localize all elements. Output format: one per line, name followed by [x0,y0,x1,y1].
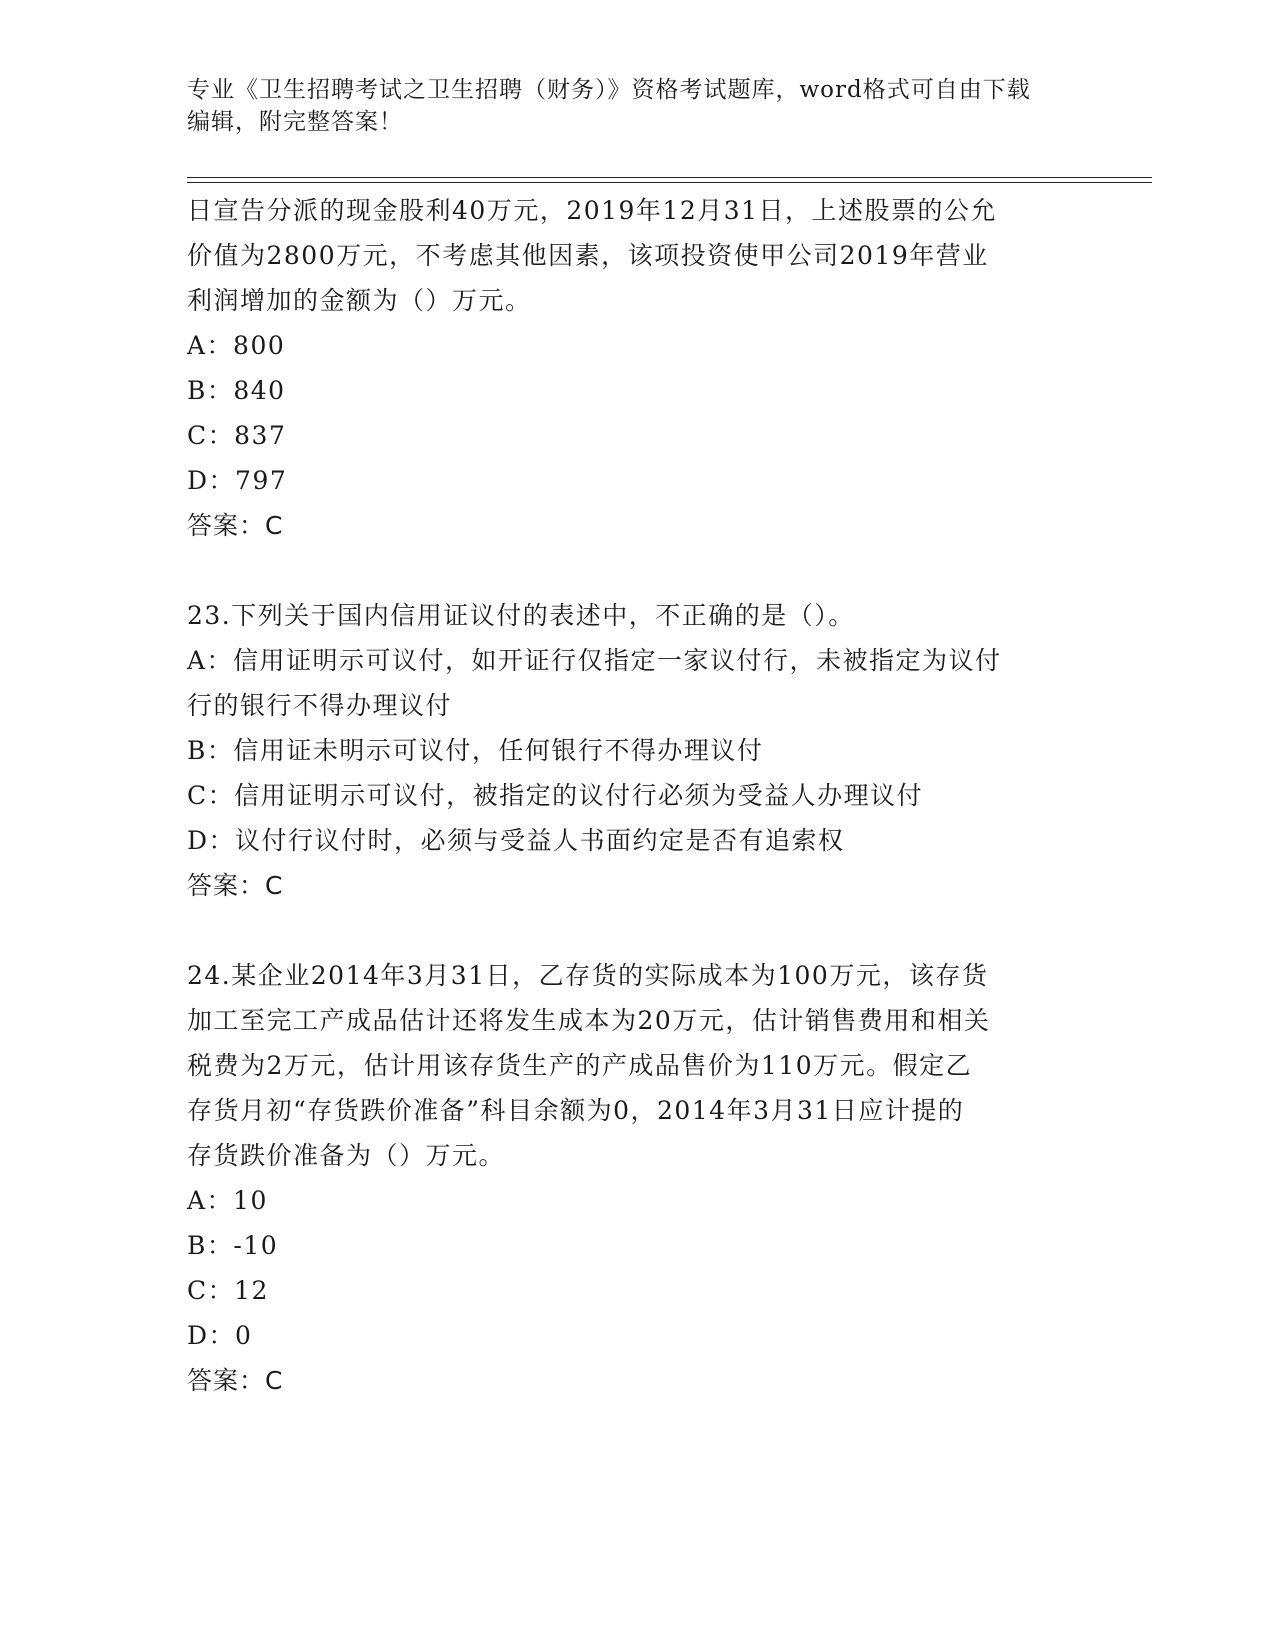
question-stem-line: 24.某企业2014年3月31日，乙存货的实际成本为100万元，该存货 [187,961,989,990]
document-header [187,74,1087,138]
option-c: C：12 [187,1276,269,1305]
header-line-1: 专业《卫生招聘考试之卫生招聘（财务）》资格考试题库，word格式可自由下载 [187,77,1031,103]
header-divider-bottom [187,182,1152,183]
question-23 [187,593,1087,908]
question-22 [187,188,1087,548]
option-b: B：信用证未明示可议付，任何银行不得办理议付 [187,736,764,765]
header-line-2: 编辑，附完整答案！ [187,109,403,135]
question-spacer [187,908,1087,953]
question-stem-line: 存货月初“存货跌价准备”科目余额为0，2014年3月31日应计提的 [187,1096,965,1125]
question-stem-line: 利润增加的金额为（）万元。 [187,286,532,315]
option-d: D：797 [187,466,288,495]
header-divider-top [187,177,1152,178]
question-stem-line: 存货跌价准备为（）万元。 [187,1141,506,1170]
option-b: B：840 [187,376,286,405]
question-24 [187,953,1087,1403]
option-c: C：信用证明示可议付，被指定的议付行必须为受益人办理议付 [187,781,924,810]
option-d: D：0 [187,1321,253,1350]
option-d: D：议付行议付时，必须与受益人书面约定是否有追索权 [187,826,845,855]
option-b: B：-10 [187,1231,279,1260]
question-stem-line: 日宣告分派的现金股利40万元，2019年12月31日，上述股票的公允 [187,196,998,225]
option-a: A：800 [187,331,286,360]
question-stem-line: 价值为2800万元，不考虑其他因素，该项投资使甲公司2019年营业 [187,241,989,270]
option-a: A：10 [187,1186,268,1215]
question-spacer [187,548,1087,593]
option-c: C：837 [187,421,287,450]
question-stem-line: 加工至完工产成品估计还将发生成本为20万元，估计销售费用和相关 [187,1006,991,1035]
option-a: A：信用证明示可议付，如开证行仅指定一家议付行，未被指定为议付 [187,646,1002,675]
question-stem-line: 23.下列关于国内信用证议付的表述中，不正确的是（）。 [187,601,855,630]
question-stem-line: 税费为2万元，估计用该存货生产的产成品售价为110万元。假定乙 [187,1051,973,1080]
answer-label: 答案：C [187,511,284,540]
option-a-continued: 行的银行不得办理议付 [187,691,453,720]
answer-label: 答案：C [187,871,284,900]
answer-label: 答案：C [187,1366,284,1395]
question-list [187,188,1087,1403]
